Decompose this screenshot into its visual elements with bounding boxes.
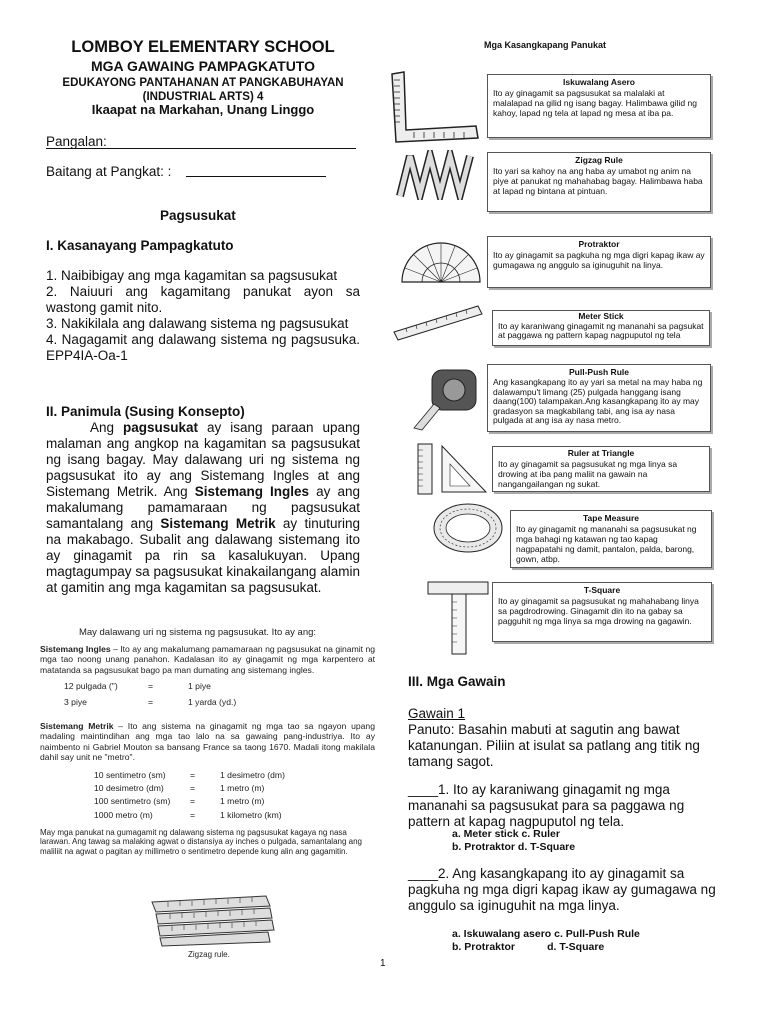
objective-item: 1. Naibibigay ang mga kagamitan sa pagsusukat	[46, 268, 338, 283]
tool-card-zigzag-rule	[487, 152, 711, 212]
conversion-left: 10 sentimetro (sm)	[94, 770, 166, 781]
question-1-options-b: b. Protraktor d. T-Square	[452, 841, 576, 853]
metrik-paragraph	[40, 721, 375, 762]
t-square-icon	[424, 576, 494, 658]
intro-text: ay isang paraan upang malaman ang angkop na kagamitan sa pagsusukat ng isang bagay. May dalawang uri ng sistema ng pagsusukat ito ay ang Sistemang Ingles at ang Sistemang Metrik. Ang	[46, 420, 360, 499]
worksheet-title: MGA GAWAING PAMPAGKATUTO	[91, 58, 315, 74]
page-number: 1	[380, 958, 386, 969]
subject-title	[40, 76, 366, 104]
conversion-left: 10 desimetro (dm)	[94, 783, 164, 794]
conversion-left: 12 pulgada (")	[64, 680, 118, 691]
activity-instructions: Panuto: Basahin mabuti at sagutin ang bawat katanungan. Piliin at isulat sa patlang ang titik ng tamang sagot.	[408, 722, 700, 769]
conversion-row	[94, 783, 375, 793]
tool-description: Ang kasangkapang ito ay yari sa metal na may haba ng dalawampu't limang (25) pulgada hanggang isang daang(100) talampakan.Ang kasangkapang ito ay may gradasyon sa magkabilang tabi, ang isa ay nasa pulgada at ang isa ay nasa metro.	[493, 377, 703, 425]
question-2-options-a: a. Iskuwalang asero c. Pull-Push Rule	[452, 928, 640, 940]
subject-line-2: (INDUSTRIAL ARTS) 4	[142, 91, 264, 103]
tape-rule-icon	[410, 364, 480, 432]
measurement-systems-inset	[40, 628, 375, 963]
inset-intro: May dalawang uri ng sistema ng pagsusukat. Ito ay ang:	[78, 627, 317, 638]
conversion-right: 1 metro (m)	[220, 796, 265, 807]
intro-text: ay tinuturing na makabago. Subalit ang dalawang sistemang ito ay ginagamit pa rin sa kasalukuyan. Upang magtagumpay sa pagsusukat kinakailangang alamin at gamitin ang mga kagamitan sa pagsusukat.	[46, 516, 360, 595]
tool-card-meter-stick	[492, 310, 710, 346]
conversion-right: 1 desimetro (dm)	[220, 770, 285, 781]
tool-description: Ito ay ginagamit sa pagkuha ng mga digri kapag ikaw ay gumagawa ng anggulo sa iginuguhit na linya.	[493, 250, 705, 270]
tools-heading: Mga Kasangkapang Panukat	[484, 40, 607, 50]
conversion-eq: =	[190, 770, 196, 781]
objectives-list	[46, 268, 360, 364]
ingles-title: Sistemang Ingles	[40, 644, 111, 655]
name-label: Pangalan:	[46, 134, 107, 149]
conversion-row	[94, 810, 375, 820]
tool-description: Ito ay ginagamit sa pagsusukat sa malalaki at malalapad na gilid ng isang bagay. Halimbawa gilid ng kahoy, lapad ng tela at lapad ng mesa at iba pa.	[493, 88, 697, 118]
conversion-left: 3 piye	[64, 697, 87, 708]
tool-card-tape-measure	[510, 510, 712, 568]
intro-paragraph	[46, 420, 360, 596]
conversion-left: 100 sentimetro (sm)	[94, 796, 171, 807]
zigzag-caption: Zigzag rule.	[188, 950, 230, 959]
objective-item: 4. Nagagamit ang dalawang sistema ng pagsusuka. EPP4IA-Oa-1	[46, 332, 360, 363]
intro-text: Ang	[90, 420, 115, 435]
grade-line[interactable]	[186, 176, 326, 177]
steel-square-icon	[388, 70, 480, 144]
meter-stick-icon	[392, 302, 484, 342]
tool-description: Ito ay ginagamit sa pagsusukat ng mga linya sa drowing at iba pang maliit na gawain na nangangailangan ng sukat.	[498, 459, 678, 489]
conversion-left: 1000 metro (m)	[94, 809, 153, 820]
conversion-right: 1 piye	[188, 680, 211, 691]
quarter-label: Ikaapat na Markahan, Unang Linggo	[91, 102, 315, 117]
conversion-right: 1 yarda (yd.)	[188, 697, 237, 708]
section2-heading: II. Panimula (Susing Konsepto)	[46, 404, 245, 419]
tool-card-iskuwalang-asero	[487, 74, 711, 138]
objective-item: 3. Nakikilala ang dalawang sistema ng pagsusukat	[46, 316, 349, 331]
conversion-eq: =	[190, 809, 196, 820]
conversion-eq: =	[148, 697, 154, 708]
metrik-table	[94, 770, 375, 820]
conversion-row	[94, 796, 375, 806]
tool-description: Ito ay ginagamit sa pagsusukat ng mahahabang linya sa pagdrodrowing. Ginagamit din ito na gabay sa pagguhit ng mga linya sa mga drowing na gagawin.	[498, 596, 699, 626]
objective-item: 2. Naiuuri ang kagamitang panukat ayon sa wastong gamit nito.	[46, 284, 360, 315]
tape-measure-icon	[430, 500, 506, 556]
conversion-eq: =	[190, 796, 196, 807]
grade-label: Baitang at Pangkat: :	[46, 164, 172, 179]
tool-name: Tape Measure	[582, 513, 640, 523]
tool-name: Iskuwalang Asero	[563, 77, 635, 87]
tool-name: T-Square	[583, 585, 621, 595]
tool-name: Protraktor	[578, 239, 620, 249]
intro-bold-term: pagsusukat	[123, 420, 199, 435]
name-line[interactable]	[46, 148, 356, 149]
protractor-icon	[400, 238, 482, 286]
section1-heading: I. Kasanayang Pampagkatuto	[46, 238, 234, 253]
conversion-row	[64, 697, 375, 707]
question-1: ____1. Ito ay karaniwang ginagamit ng mga mananahi sa pagsusukat para sa paggawa ng pattern at kapag nagpuputol ng tela.	[408, 782, 685, 829]
tool-card-ruler-triangle	[492, 446, 710, 492]
zigzag-rule-icon	[396, 150, 478, 200]
topic-title: Pagsusukat	[160, 208, 236, 223]
metrik-text: – Ito ang sistema na ginagamit ng mga tao sa ngayon upang madaling maintindihan ang mga tao lalo na sa gawaing pang-industriya. Ito ay naimbento ni Gabriel Mouton sa bansang France sa taong 1670. Madali itong makilala dahil say unit ne "metro".	[40, 721, 375, 762]
tool-card-pull-push-rule	[487, 364, 711, 432]
section3-heading: III. Mga Gawain	[408, 674, 506, 689]
activity-title: Gawain 1	[408, 706, 466, 721]
tool-name: Meter Stick	[578, 311, 624, 321]
tool-description: Ito ay ginagamit ng mananahi sa pagsusukat ng mga bahagi ng katawan ng tao kapag nagpapatahi ng damit, pantalon, palda, barong, gown, atbp.	[516, 524, 697, 564]
intro-text: ay ang makalumang pamamaraan ng pagsusukat samantalang ang	[46, 484, 360, 531]
school-name: LOMBOY ELEMENTARY SCHOOL	[71, 38, 335, 56]
tool-card-protraktor	[487, 236, 711, 288]
ingles-table	[64, 681, 375, 707]
question-2-options-b: b. Protraktor d. T-Square	[452, 941, 605, 953]
closing-paragraph: May mga panukat na gumagamit ng dalawang sistema ng pagsusukat kagaya ng nasa larawan. Ang tawag sa malaking agwat o distansiya ay inches o pulgada, samantalang ang maliliit na agwat o pagitan ay millimetro o sentimetro depende kung alin ang gagamitin.	[40, 827, 362, 856]
conversion-eq: =	[190, 783, 196, 794]
question-2: ____2. Ang kasangkapang ito ay ginagamit sa pagkuha ng mga digri kapag ikaw ay gumagawa ng anggulo sa iginuguhit na mga linya.	[408, 866, 716, 913]
tool-description: Ito ay karaniwang ginagamit ng mananahi sa pagsukat at paggawa ng pattern kapag nagpuputol ng tela	[498, 321, 704, 340]
tool-name: Pull-Push Rule	[569, 367, 629, 377]
question-1-options-a: a. Meter stick c. Ruler	[452, 828, 560, 840]
tool-card-t-square	[492, 582, 712, 642]
metrik-title: Sistemang Metrik	[40, 721, 114, 732]
intro-bold-term: Sistemang Ingles	[194, 484, 310, 499]
conversion-row	[64, 681, 375, 691]
ingles-text: – Ito ay ang makalumang pamamaraan ng pagsusukat na ginamit ng mga tao noong unang panahon. Kadalasan ito ay ginagamit ng mga karpentero at matatanda sa pagsusukat bago pa man dumating ang sistemang ingles.	[40, 644, 375, 675]
ruler-triangle-icon	[414, 440, 490, 496]
tool-description: Ito yari sa kahoy na ang haba ay umabot ng anim na piye at panukat ng mahahabag bagay. Halimbawa haba at lapad ng bintana at pintuan.	[493, 166, 703, 196]
tool-name: Ruler at Triangle	[567, 448, 635, 458]
intro-bold-term: Sistemang Metrik	[160, 516, 276, 531]
zigzag-rule-illustration	[148, 892, 278, 948]
conversion-right: 1 metro (m)	[220, 783, 265, 794]
conversion-eq: =	[148, 680, 154, 691]
conversion-right: 1 kilometro (km)	[220, 809, 282, 820]
ingles-paragraph	[40, 644, 375, 675]
conversion-row	[94, 770, 375, 780]
subject-line-1: EDUKAYONG PANTAHANAN AT PANGKABUHAYAN	[62, 77, 344, 89]
tool-name: Zigzag Rule	[575, 155, 623, 165]
